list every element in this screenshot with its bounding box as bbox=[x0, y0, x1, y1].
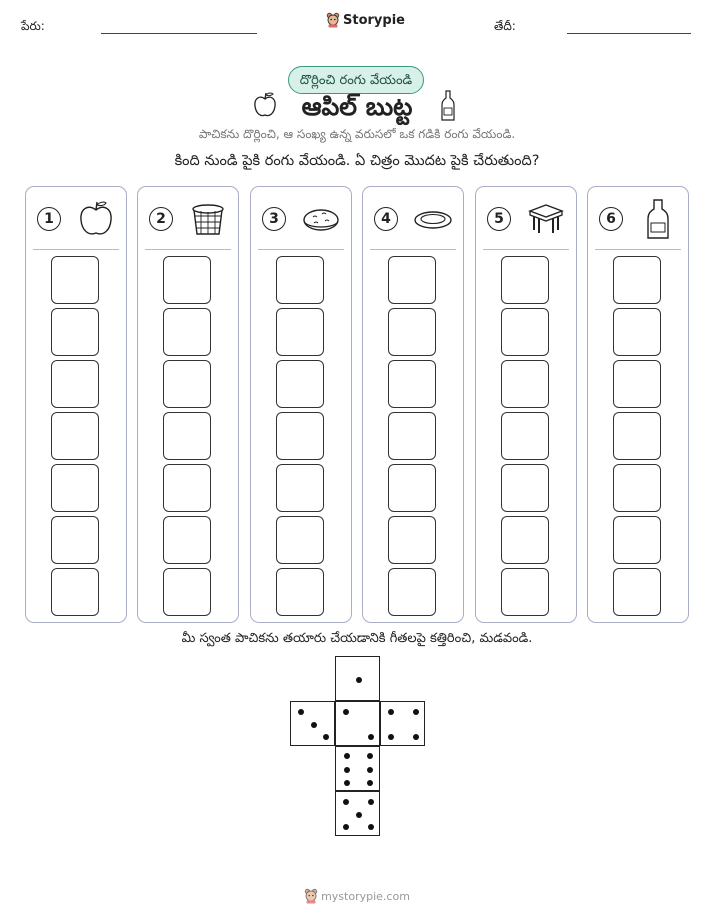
column-1 bbox=[25, 186, 127, 623]
color-cell[interactable] bbox=[501, 412, 549, 460]
date-line[interactable] bbox=[567, 33, 691, 34]
column-header bbox=[595, 195, 681, 250]
name-label: పేరు: bbox=[21, 19, 45, 33]
column-header bbox=[33, 195, 119, 250]
color-cell[interactable] bbox=[388, 412, 436, 460]
column-number: 3 bbox=[262, 207, 286, 231]
color-cell[interactable] bbox=[501, 516, 549, 564]
die-pip bbox=[388, 734, 394, 740]
column-6 bbox=[587, 186, 689, 623]
die-pip bbox=[388, 709, 394, 715]
die-pip bbox=[413, 734, 419, 740]
basket-icon bbox=[187, 198, 229, 240]
color-cell[interactable] bbox=[501, 256, 549, 304]
activity-badge: దొర్లించి రంగు వేయండి bbox=[288, 66, 424, 94]
die-pip bbox=[413, 709, 419, 715]
column-number: 4 bbox=[374, 207, 398, 231]
die-pip bbox=[368, 734, 374, 740]
column-header bbox=[483, 195, 569, 250]
column-number: 2 bbox=[149, 207, 173, 231]
die-pip bbox=[344, 780, 350, 786]
color-cell[interactable] bbox=[388, 516, 436, 564]
die-pip bbox=[367, 767, 373, 773]
color-cell[interactable] bbox=[501, 360, 549, 408]
column-header bbox=[370, 195, 456, 250]
pie-icon bbox=[300, 198, 342, 240]
die-pip bbox=[311, 722, 317, 728]
storypie-mascot-icon bbox=[304, 888, 318, 904]
color-cell[interactable] bbox=[276, 360, 324, 408]
die-pip bbox=[343, 709, 349, 715]
color-cell[interactable] bbox=[613, 516, 661, 564]
color-cell[interactable] bbox=[388, 568, 436, 616]
die-face-5[interactable] bbox=[335, 791, 380, 836]
column-3 bbox=[250, 186, 352, 623]
color-cell[interactable] bbox=[501, 464, 549, 512]
column-4 bbox=[362, 186, 464, 623]
storypie-mascot-icon bbox=[326, 12, 340, 28]
color-cell[interactable] bbox=[501, 568, 549, 616]
die-pip bbox=[368, 824, 374, 830]
die-pip bbox=[344, 753, 350, 759]
color-cell[interactable] bbox=[163, 308, 211, 356]
color-cell[interactable] bbox=[613, 464, 661, 512]
color-cell[interactable] bbox=[51, 464, 99, 512]
page-title: ఆపిల్ బుట్ట bbox=[301, 92, 413, 121]
die-pip bbox=[367, 780, 373, 786]
color-cell[interactable] bbox=[163, 360, 211, 408]
color-cell[interactable] bbox=[276, 464, 324, 512]
die-pip bbox=[343, 824, 349, 830]
die-pip bbox=[356, 677, 362, 683]
column-number: 6 bbox=[599, 207, 623, 231]
color-cell[interactable] bbox=[163, 568, 211, 616]
color-cell[interactable] bbox=[388, 464, 436, 512]
cut-instruction: మీ స్వంత పాచికను తయారు చేయడానికి గీతలపై కత్తిరించి, మడవండి. bbox=[181, 631, 533, 646]
color-cell[interactable] bbox=[163, 464, 211, 512]
color-cell[interactable] bbox=[51, 256, 99, 304]
die-pip bbox=[344, 767, 350, 773]
color-cell[interactable] bbox=[276, 412, 324, 460]
color-cell[interactable] bbox=[163, 412, 211, 460]
stool-icon bbox=[525, 198, 567, 240]
color-cell[interactable] bbox=[388, 256, 436, 304]
die-pip bbox=[367, 753, 373, 759]
subtitle: పాచికను దొర్లించి, ఆ సంఖ్య ఉన్న వరుసలో ఒక గడికి రంగు వేయండి. bbox=[198, 127, 516, 141]
color-cell[interactable] bbox=[51, 516, 99, 564]
color-cell[interactable] bbox=[276, 308, 324, 356]
bottle-icon bbox=[440, 90, 456, 122]
dish-icon bbox=[412, 198, 454, 240]
die-face-2[interactable] bbox=[335, 701, 380, 746]
die-pip bbox=[323, 734, 329, 740]
color-cell[interactable] bbox=[613, 412, 661, 460]
die-pip bbox=[298, 709, 304, 715]
color-cell[interactable] bbox=[613, 308, 661, 356]
column-2 bbox=[137, 186, 239, 623]
color-cell[interactable] bbox=[501, 308, 549, 356]
color-cell[interactable] bbox=[51, 308, 99, 356]
color-cell[interactable] bbox=[613, 360, 661, 408]
instruction: కింది నుండి పైకి రంగు వేయండి. ఏ చిత్రం మొదట పైకి చేరుతుంది? bbox=[174, 153, 540, 169]
color-cell[interactable] bbox=[613, 256, 661, 304]
color-cell[interactable] bbox=[276, 516, 324, 564]
brand-logo bbox=[326, 12, 405, 28]
column-number: 1 bbox=[37, 207, 61, 231]
date-label: తేదీ: bbox=[494, 19, 516, 33]
die-pip bbox=[343, 799, 349, 805]
column-header bbox=[258, 195, 344, 250]
column-5 bbox=[475, 186, 577, 623]
footer-url: mystorypie.com bbox=[321, 889, 410, 903]
name-line[interactable] bbox=[101, 33, 257, 34]
color-cell[interactable] bbox=[51, 568, 99, 616]
color-cell[interactable] bbox=[276, 568, 324, 616]
apple-icon bbox=[75, 198, 117, 240]
color-cell[interactable] bbox=[51, 360, 99, 408]
color-cell[interactable] bbox=[613, 568, 661, 616]
die-pip bbox=[368, 799, 374, 805]
column-header bbox=[145, 195, 231, 250]
color-cell[interactable] bbox=[276, 256, 324, 304]
color-cell[interactable] bbox=[51, 412, 99, 460]
color-cell[interactable] bbox=[388, 360, 436, 408]
brand-name: Storypie bbox=[343, 12, 405, 28]
die-face-3[interactable] bbox=[290, 701, 335, 746]
color-cell[interactable] bbox=[163, 516, 211, 564]
die-face-1[interactable] bbox=[335, 656, 380, 701]
die-face-4[interactable] bbox=[380, 701, 425, 746]
die-face-6[interactable] bbox=[335, 746, 380, 791]
die-pip bbox=[356, 812, 362, 818]
color-cell[interactable] bbox=[163, 256, 211, 304]
footer bbox=[0, 888, 714, 904]
color-cell[interactable] bbox=[388, 308, 436, 356]
column-number: 5 bbox=[487, 207, 511, 231]
bottle-icon bbox=[637, 198, 679, 240]
